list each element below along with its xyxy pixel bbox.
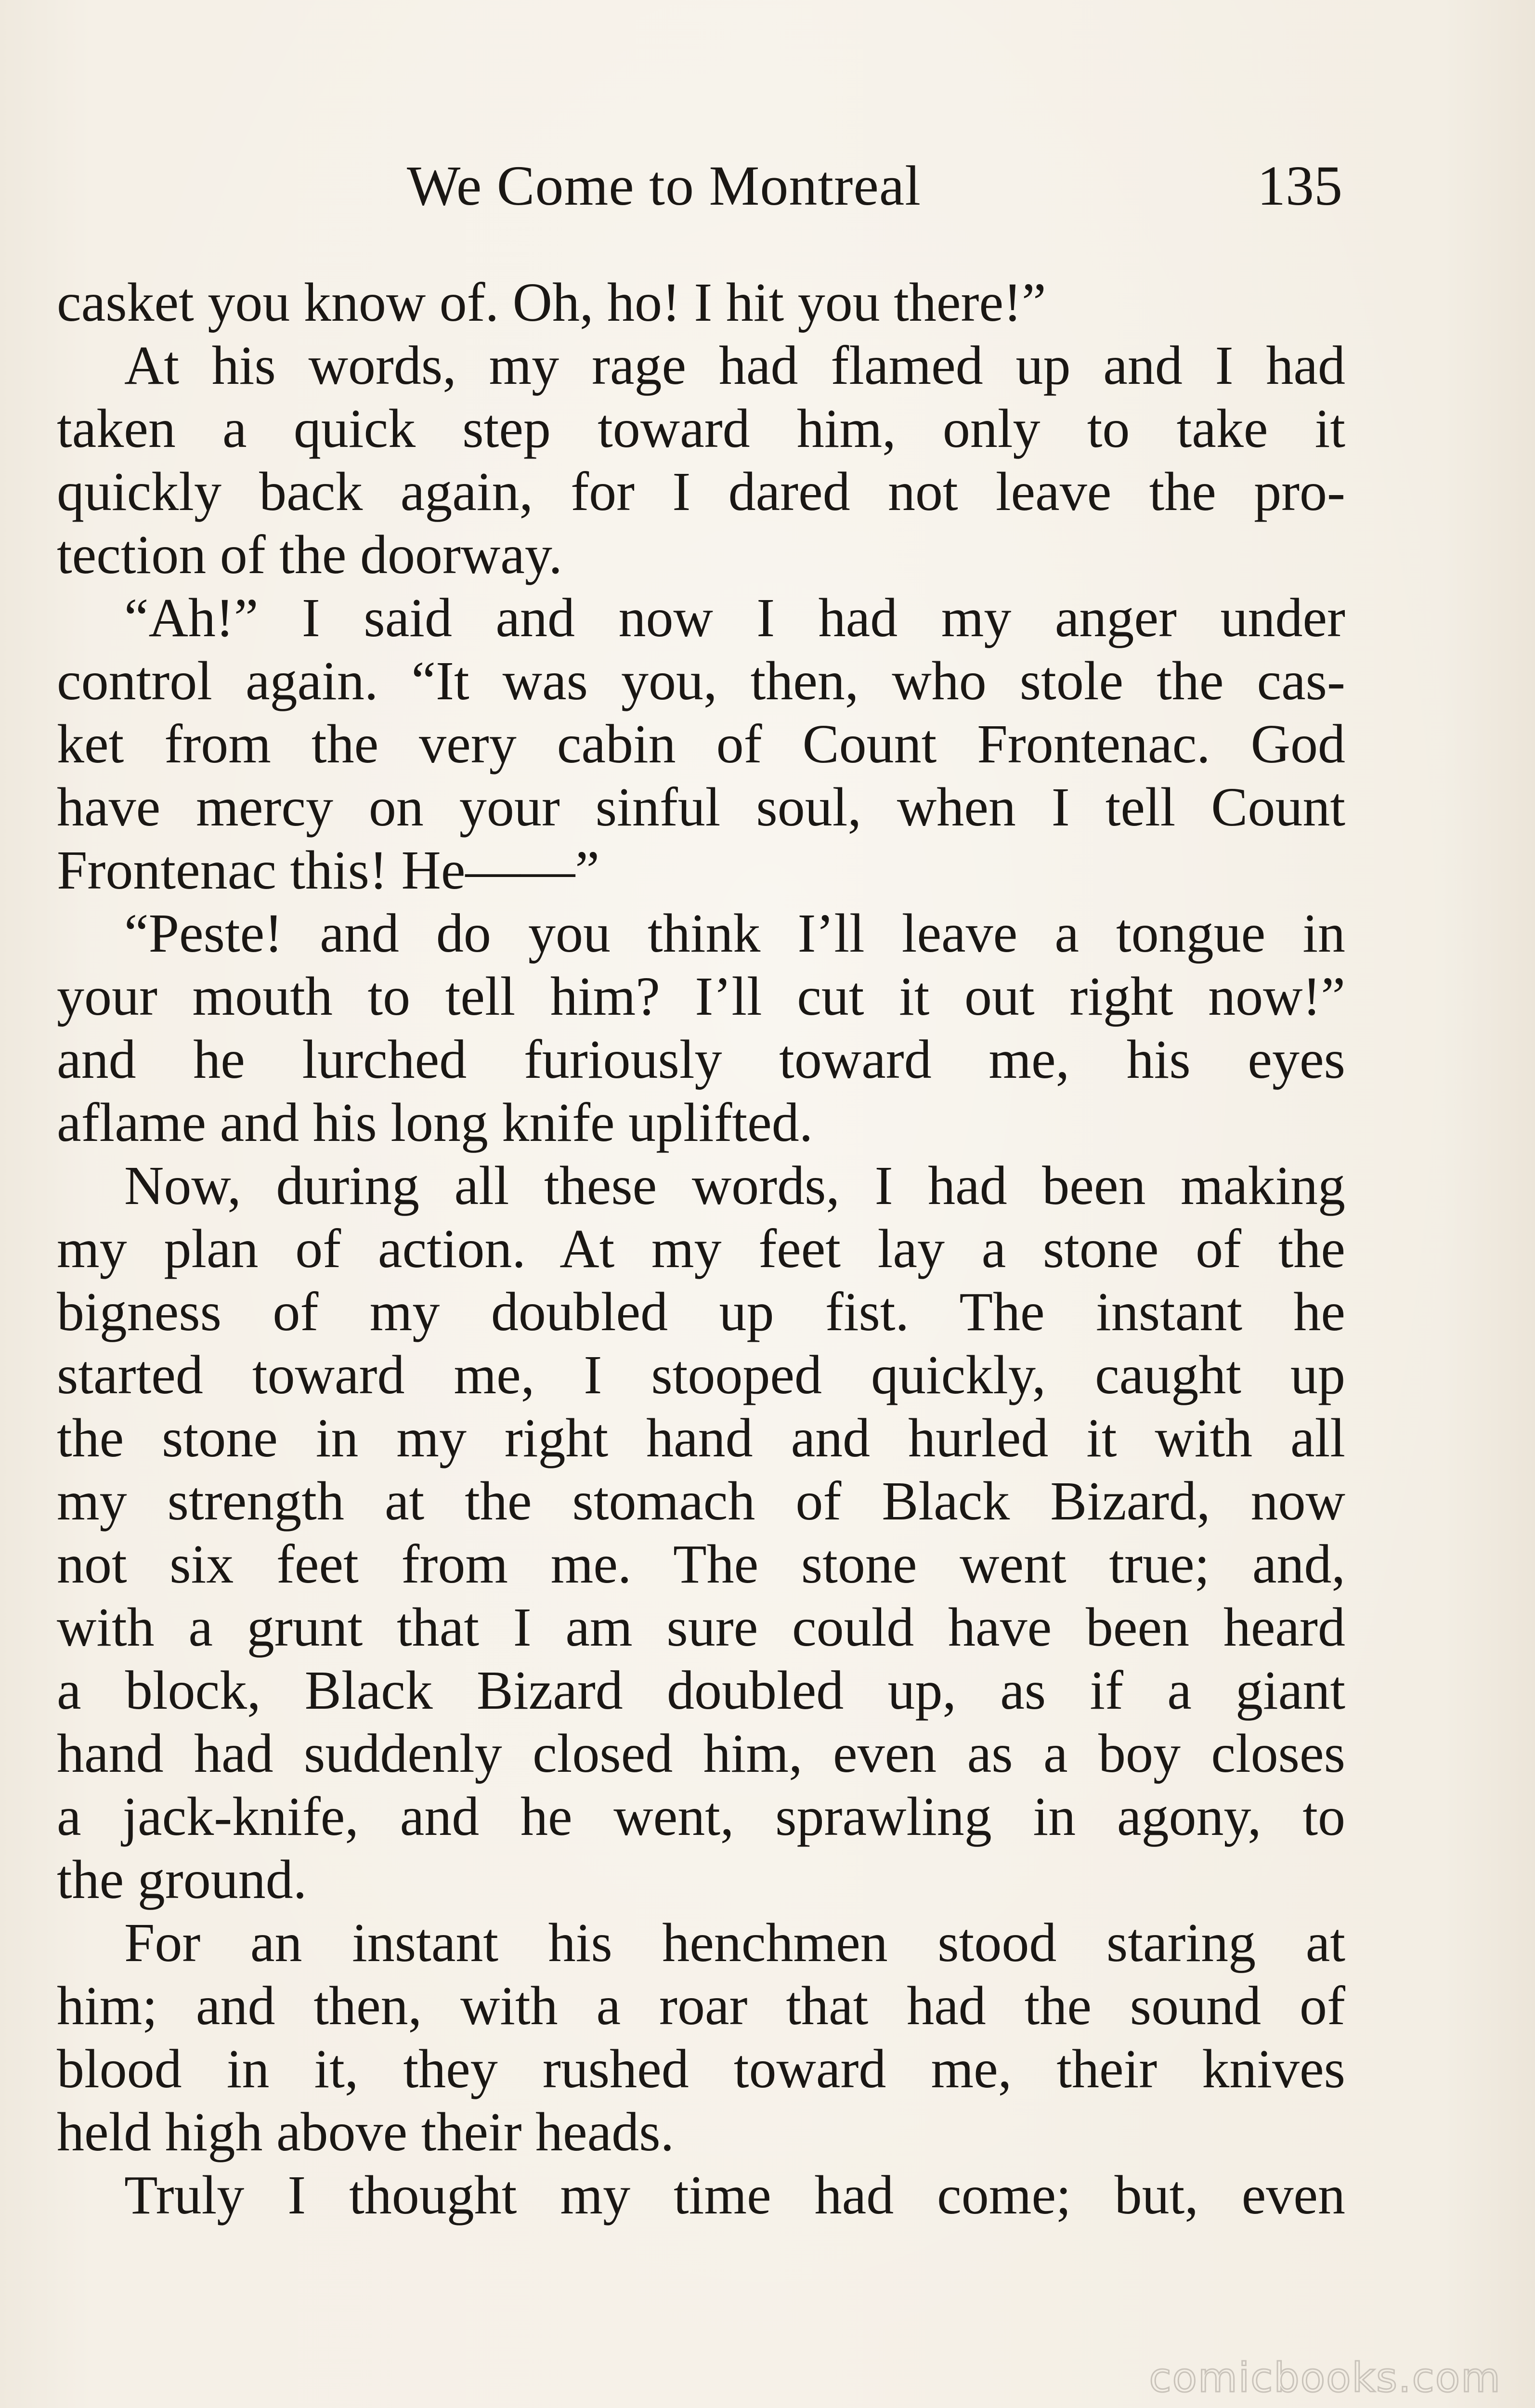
text-line: Frontenac this! He——”	[57, 839, 600, 901]
text-line: At his words, my rage had flamed up and I had	[124, 335, 1345, 396]
text-line: your mouth to tell him? I’ll cut it out right now!”	[57, 966, 1345, 1027]
text-line: aflame and his long knife uplifted.	[57, 1092, 813, 1153]
text-line: held high above their heads.	[57, 2101, 675, 2162]
text-line: my strength at the stomach of Black Bizard, now	[57, 1470, 1345, 1531]
text-line: with a grunt that I am sure could have been heard	[57, 1597, 1345, 1658]
watermark-text: comicbooks.com	[1149, 2354, 1501, 2401]
text-line: For an instant his henchmen stood staring at	[124, 1912, 1345, 1973]
text-line: ket from the very cabin of Count Frontenac. God	[57, 713, 1345, 774]
text-line: bigness of my doubled up fist. The instant he	[57, 1281, 1345, 1342]
page-number: 135	[1257, 154, 1342, 217]
text-line: not six feet from me. The stone went true; and,	[57, 1533, 1345, 1595]
body-text	[57, 271, 1345, 2226]
text-line: quickly back again, for I dared not leave the pro-	[57, 461, 1345, 522]
text-line: control again. “It was you, then, who stole the cas-	[57, 650, 1345, 711]
text-line: the ground.	[57, 1849, 307, 1910]
text-line: taken a quick step toward him, only to take it	[57, 398, 1345, 459]
text-line: started toward me, I stooped quickly, caught up	[57, 1344, 1345, 1405]
text-line: blood in it, they rushed toward me, their knives	[57, 2038, 1345, 2099]
text-line: hand had suddenly closed him, even as a boy closes	[57, 1723, 1345, 1784]
text-line: “Ah!” I said and now I had my anger under	[124, 587, 1345, 648]
text-line: my plan of action. At my feet lay a stone of the	[57, 1218, 1345, 1279]
text-line: a block, Black Bizard doubled up, as if a giant	[57, 1660, 1345, 1721]
text-line: have mercy on your sinful soul, when I tell Count	[57, 776, 1345, 838]
running-head-title: We Come to Montreal	[407, 154, 921, 217]
text-line: Truly I thought my time had come; but, even	[124, 2164, 1345, 2225]
text-line: him; and then, with a roar that had the sound of	[57, 1975, 1345, 2036]
text-line: tection of the doorway.	[57, 524, 562, 585]
text-line: and he lurched furiously toward me, his eyes	[57, 1029, 1345, 1090]
text-line: a jack-knife, and he went, sprawling in agony, to	[57, 1786, 1345, 1847]
text-line: the stone in my right hand and hurled it with all	[57, 1407, 1345, 1468]
text-line: “Peste! and do you think I’ll leave a tongue in	[124, 903, 1345, 964]
text-line: Now, during all these words, I had been making	[124, 1155, 1345, 1216]
text-line: casket you know of. Oh, ho! I hit you there!”	[57, 272, 1046, 333]
